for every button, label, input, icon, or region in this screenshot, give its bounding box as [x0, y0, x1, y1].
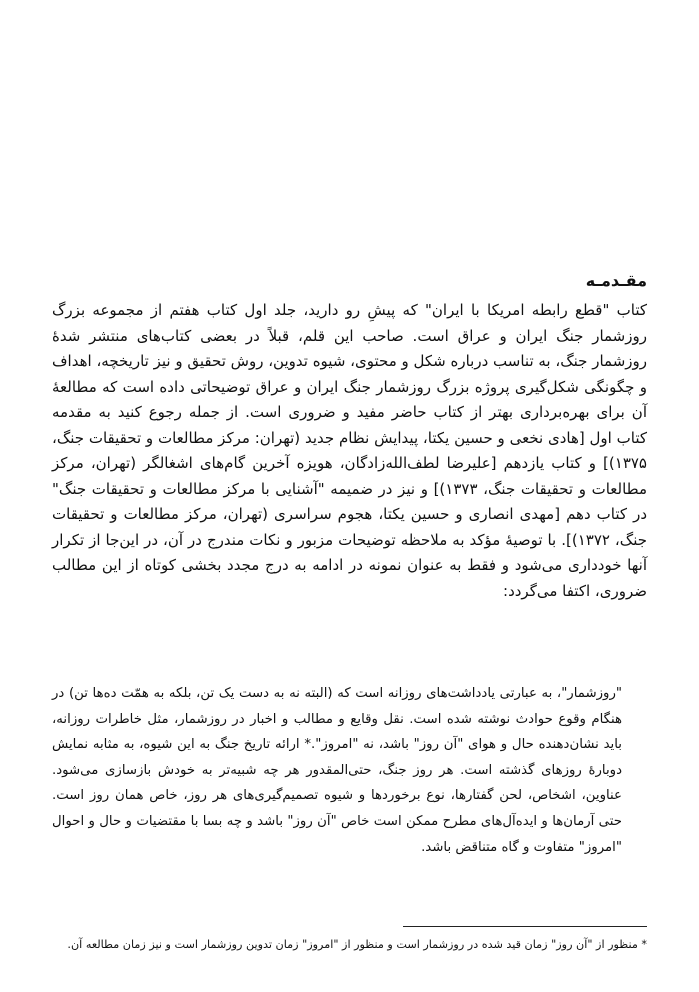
- footnote: * منظور از "آن روز" زمان قید شده در روزشمار است و منظور از "امروز" زمان تدوین روزشمار است و نیز زمان مطالعه آن.: [67, 938, 647, 951]
- quoted-passage: [52, 681, 622, 860]
- footnote-divider: [403, 926, 647, 927]
- quoted-passage-text: "روزشمار"، به عبارتی یادداشت‌های روزانه است که (البته نه به دست یک تن، بلکه به همّت ده‌ها تن) در هنگام وقوع حوادث نوشته شده است. نقل وقایع و مطالب و اخبار در روزشمار، مثل خاطرات روزانه، باید نشان‌دهنده حال و هوای "آن روز" باشد، نه "امروز".* ارائه تاریخ جنگ به این شیوه، به مثابه نمایش دوبارهٔ روزهای گذشته است. هر روز جنگ، حتی‌المقدور هر چه شبیه‌تر به خودش بازسازی می‌شود. عناوین، اشخاص، لحن گفتارها، نوع برخوردها و شیوه تصمیم‌گیری‌های هر روز، خاص همان روز است. حتی آرمان‌ها و ایده‌آل‌های مطرح ممکن است خاص "آن روز" باشد و چه بسا با مقتضیات و حال و احوال "امروز" متفاوت و گاه متناقض باشد.: [52, 686, 622, 855]
- body-paragraph: [52, 298, 647, 604]
- section-heading: مقـدمـه: [585, 271, 647, 290]
- body-paragraph-text: کتاب "قطع رابطه امریکا با ایران" که پیشِ رو دارید، جلد اول کتاب هفتم از مجموعه بزرگ روزشمار جنگ ایران و عراق است. صاحب این قلم، قبلاً در بعضی کتاب‌های منتشر شدهٔ روزشمار جنگ، به تناسب درباره شکل و محتوی، شیوه تدوین، روش تحقیق و نیز تاریخچه، اهداف و چگونگی شکل‌گیری پروژه بزرگ روزشمار جنگ ایران و عراق توضیحاتی داده است که مطالعهٔ آن برای بهره‌برداری بهتر از کتاب حاضر مفید و ضروری است. از جمله رجوع کنید به مقدمه کتاب اول [هادی نخعی و حسین یکتا، پیدایش نظام جدید (تهران: مرکز مطالعات و تحقیقات جنگ، ۱۳۷۵)] و کتاب یازدهم [علیرضا لطف‌الله‌زادگان، هویزه آخرین گام‌های اشغالگر (تهران، مرکز مطالعات و تحقیقات جنگ، ۱۳۷۳)] و نیز در ضمیمه "آشنایی با مرکز مطالعات و تحقیقات جنگ" در کتاب دهم [مهدی انصاری و حسین یکتا، هجوم سراسری (تهران، مرکز مطالعات و تحقیقات جنگ، ۱۳۷۲)]. با توصیهٔ مؤکد به ملاحظه توضیحات مزبور و نکات مندرج در آن، در این‌جا از تکرار آنها خودداری می‌شود و فقط به عنوان نمونه در ادامه به درج مجدد بخشی کوتاه از این مطالب ضروری، اکتفا می‌گردد:: [52, 301, 648, 600]
